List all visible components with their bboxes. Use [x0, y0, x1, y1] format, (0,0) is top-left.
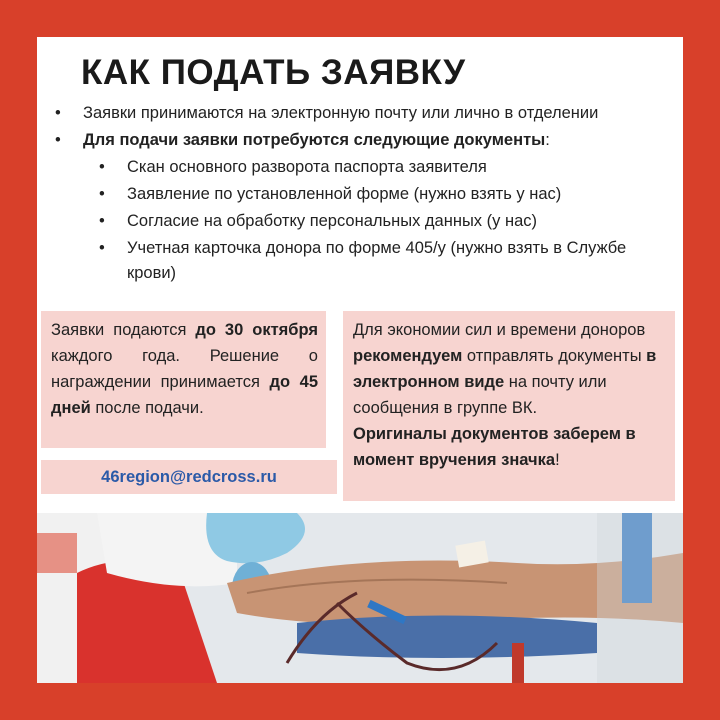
advice-text: !	[555, 451, 560, 469]
content-card	[37, 37, 683, 683]
advice-emphasis: в электронном виде	[353, 347, 657, 391]
email-link[interactable]: 46region@redcross.ru	[101, 467, 277, 486]
blood-donation-photo	[37, 513, 683, 683]
bullet-icon: •	[99, 239, 105, 257]
advice-text: Для экономии сил и времени доноров	[353, 321, 646, 339]
bullet-icon: •	[55, 104, 61, 122]
requirements-list	[55, 101, 665, 288]
sub-list-item	[55, 236, 665, 286]
deadline-text: каждого года. Решение о награждении принимается	[51, 347, 318, 391]
email-box[interactable]	[41, 460, 337, 494]
sub-item-text: Учетная карточка донора по форме 405/у (нужно взять в Службе крови)	[127, 239, 627, 282]
advice-box	[343, 311, 675, 501]
decision-period: до 45 дней	[51, 373, 318, 417]
sub-item-text: Заявление по установленной форме (нужно взять у нас)	[127, 185, 562, 203]
deadline-text: после подачи.	[90, 399, 204, 417]
list-item-colon: :	[545, 131, 550, 149]
list-item-text: Заявки принимаются на электронную почту или лично в отделении	[83, 104, 599, 122]
list-item	[55, 128, 665, 153]
deadline-box	[41, 311, 326, 448]
sub-list-item	[55, 209, 665, 234]
blood-donation-illustration	[37, 513, 683, 683]
advice-emphasis: рекомендуем	[353, 347, 463, 365]
sub-item-text: Скан основного разворота паспорта заявителя	[127, 158, 487, 176]
bullet-icon: •	[55, 131, 61, 149]
advice-text: на почту или сообщения в группе ВК.	[353, 373, 607, 417]
bullet-icon: •	[99, 185, 105, 203]
sub-list-item	[55, 155, 665, 180]
list-item	[55, 101, 665, 126]
sub-item-text: Согласие на обработку персональных данных (у нас)	[127, 212, 537, 230]
bullet-icon: •	[99, 212, 105, 230]
bullet-icon: •	[99, 158, 105, 176]
advice-emphasis: Оригиналы документов заберем в момент вручения значка	[353, 425, 636, 469]
advice-text: отправлять документы	[462, 347, 647, 365]
page-title: КАК ПОДАТЬ ЗАЯВКУ	[81, 53, 466, 92]
sub-list-item	[55, 182, 665, 207]
deadline-date: до 30 октября	[195, 321, 318, 339]
list-item-heading: Для подачи заявки потребуются следующие документы	[83, 131, 546, 149]
deadline-text: Заявки подаются	[51, 321, 196, 339]
